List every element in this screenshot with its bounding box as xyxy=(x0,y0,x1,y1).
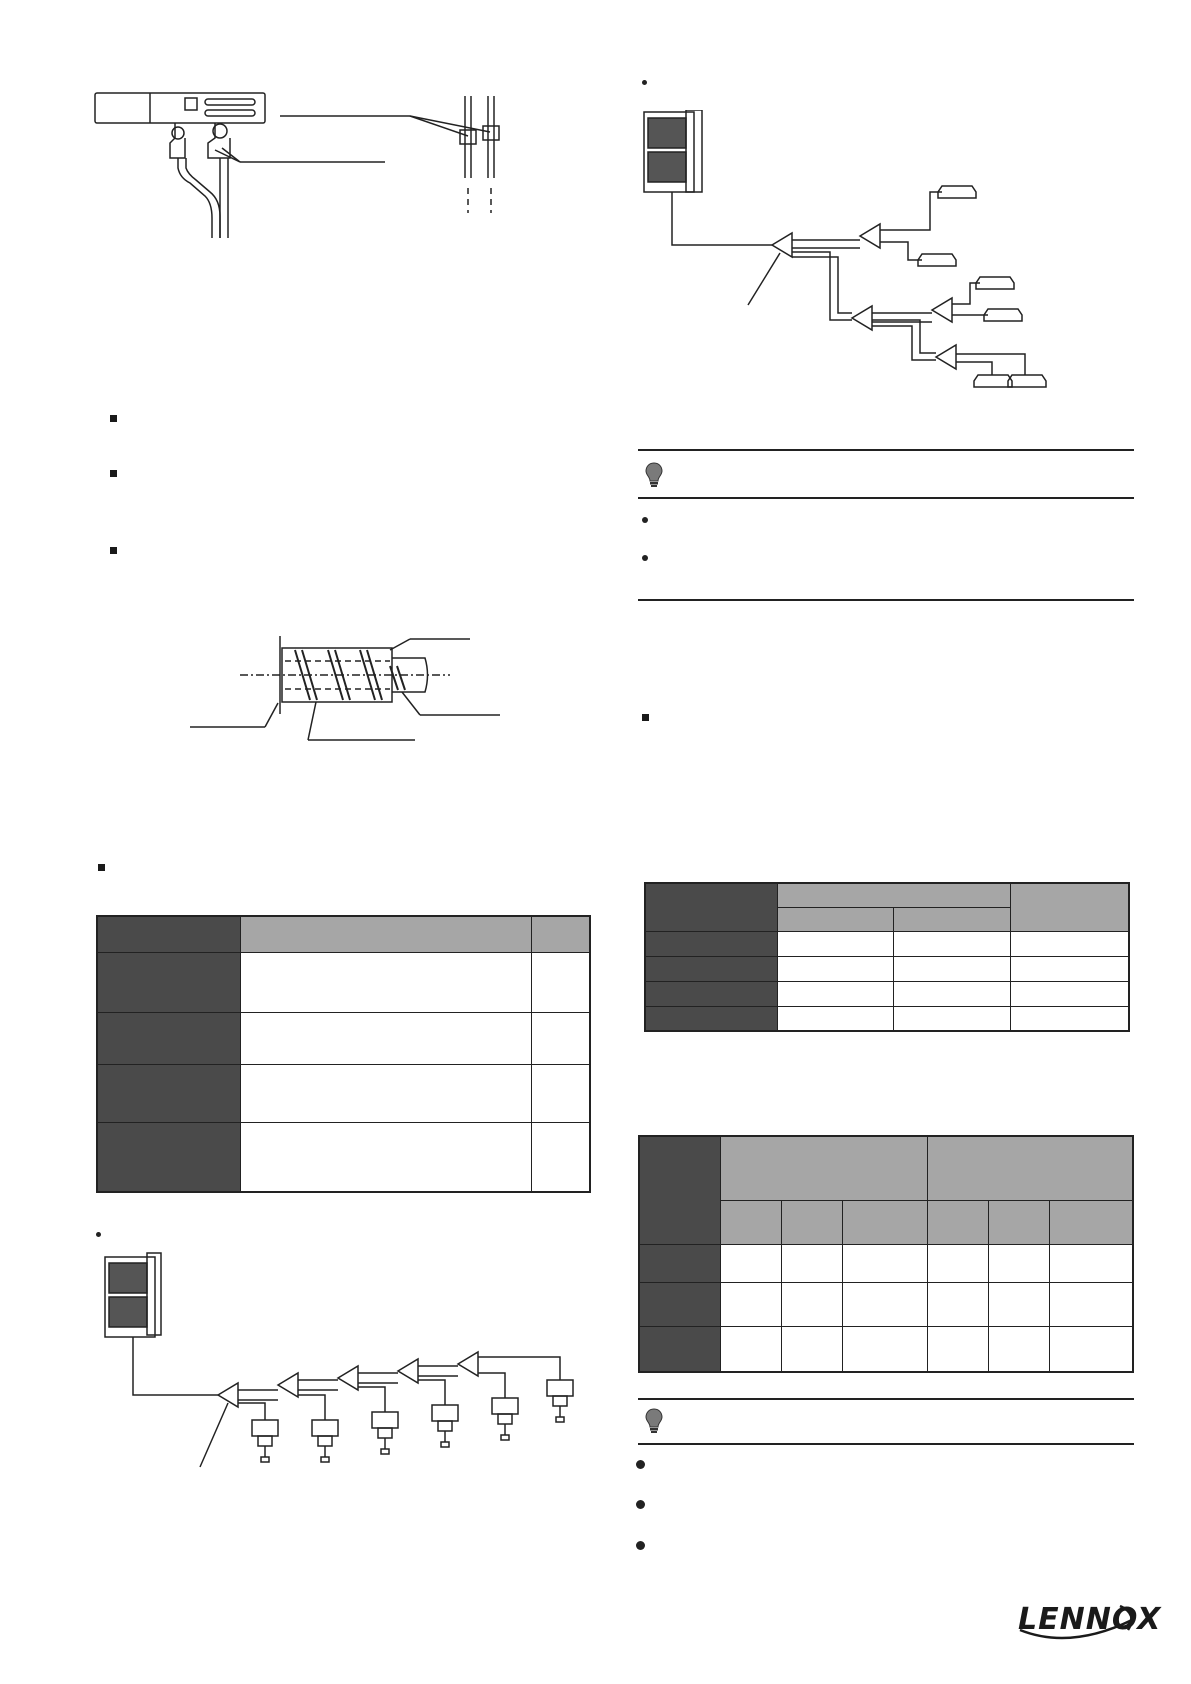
square-bullet-icon xyxy=(110,547,117,554)
round-bullet-icon xyxy=(642,517,648,523)
table-row xyxy=(97,1012,590,1064)
table-row xyxy=(639,1244,1133,1282)
square-bullet-icon xyxy=(110,415,117,422)
table-row xyxy=(97,1064,590,1122)
lennox-logo xyxy=(1010,1600,1162,1648)
note-top-rule xyxy=(638,1398,1134,1400)
round-bullet-icon xyxy=(96,1232,101,1237)
refrigerant-table xyxy=(638,1135,1134,1373)
square-bullet-icon xyxy=(642,714,649,721)
round-bullet-icon xyxy=(642,555,648,561)
pipe-connection-diagram xyxy=(90,88,530,248)
round-bullet-icon xyxy=(636,1541,645,1550)
table-row xyxy=(645,956,1129,981)
table-row xyxy=(645,1006,1129,1031)
line-branch-piping-diagram xyxy=(100,1245,610,1470)
note-title-rule xyxy=(638,1443,1134,1445)
lightbulb-icon xyxy=(645,1408,663,1434)
table-row xyxy=(639,1282,1133,1326)
pipe-size-table xyxy=(644,882,1130,1032)
square-bullet-icon xyxy=(98,864,105,871)
square-bullet-icon xyxy=(110,470,117,477)
round-bullet-icon xyxy=(636,1500,645,1509)
table-row xyxy=(645,931,1129,956)
insulation-wrap-diagram xyxy=(190,628,510,748)
round-bullet-icon xyxy=(642,80,647,85)
lightbulb-icon xyxy=(645,462,663,488)
table-row xyxy=(639,1326,1133,1372)
table-row xyxy=(97,952,590,1012)
branch-joint-table xyxy=(96,915,591,1193)
note-top-rule xyxy=(638,449,1134,451)
note-bottom-rule xyxy=(638,599,1134,601)
table-row xyxy=(97,1122,590,1192)
note-title-rule xyxy=(638,497,1134,499)
logo-text: LENNOX xyxy=(1018,1602,1162,1637)
header-branch-piping-diagram xyxy=(640,110,1120,410)
table-row xyxy=(645,981,1129,1006)
round-bullet-icon xyxy=(636,1460,645,1469)
